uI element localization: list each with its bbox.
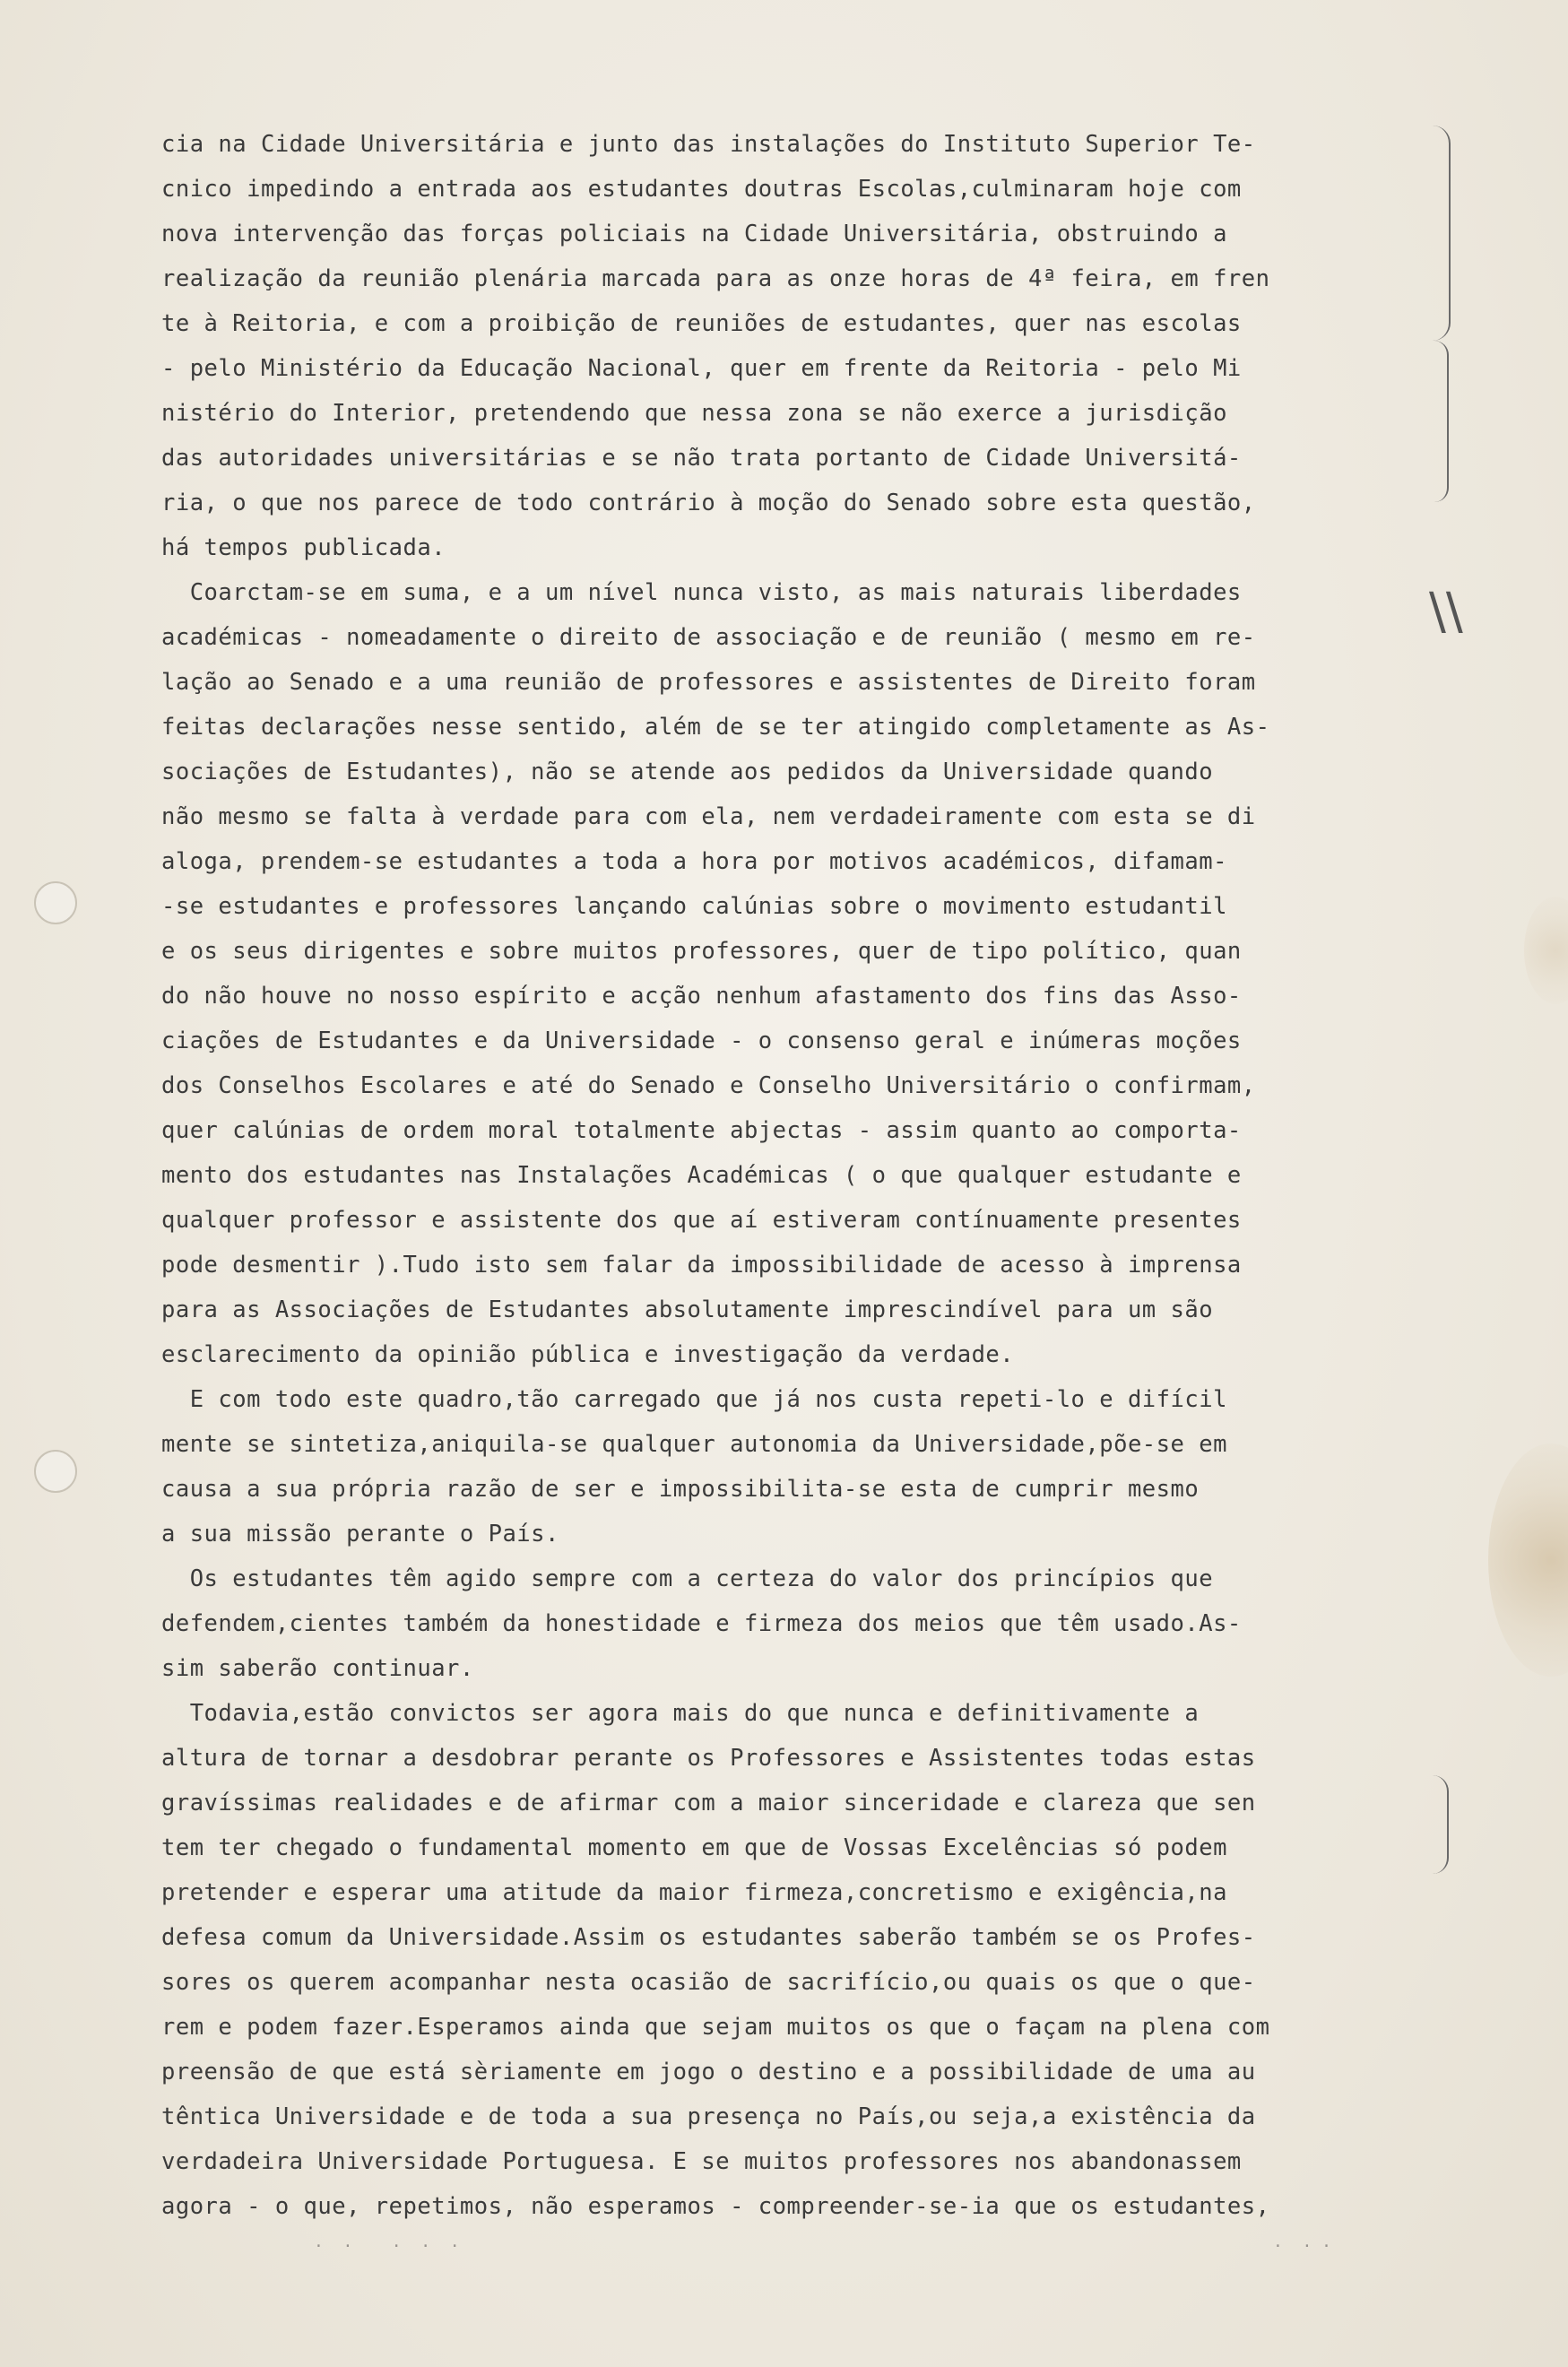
- text-line: pode desmentir ).Tudo isto sem falar da impossibilidade de acesso à imprensa: [161, 1252, 1242, 1279]
- text-line: do não houve no nosso espírito e acção nenhum afastamento dos fins das Asso-: [161, 983, 1242, 1010]
- paragraph: [161, 1377, 1416, 1556]
- text-line: Todavia,estão convictos ser agora mais do que nunca e definitivamente a: [161, 1700, 1200, 1727]
- text-line: E com todo este quadro,tão carregado que já nos custa repeti-lo e difícil: [161, 1386, 1227, 1413]
- text-line: causa a sua própria razão de ser e impossibilita-se esta de cumprir mesmo: [161, 1476, 1200, 1503]
- text-line: lação ao Senado e a uma reunião de professores e assistentes de Direito foram: [161, 669, 1256, 696]
- punch-hole-bottom: [34, 1450, 77, 1493]
- text-line: quer calúnias de ordem moral totalmente abjectas - assim quanto ao comporta-: [161, 1117, 1242, 1144]
- text-line: ria, o que nos parece de todo contrário à moção do Senado sobre esta questão,: [161, 490, 1256, 516]
- text-line: a sua missão perante o País.: [161, 1521, 559, 1548]
- text-line: verdadeira Universidade Portuguesa. E se muitos professores nos abandonassem: [161, 2148, 1242, 2175]
- margin-check-mark: \\: [1429, 583, 1463, 641]
- text-line: pretender e esperar uma atitude da maior firmeza,concretismo e exigência,na: [161, 1879, 1227, 1906]
- margin-bracket: [1434, 341, 1449, 502]
- text-line: altura de tornar a desdobrar perante os Professores e Assistentes todas estas: [161, 1745, 1256, 1772]
- text-line: há tempos publicada.: [161, 534, 446, 561]
- text-line: gravíssimas realidades e de afirmar com a maior sinceridade e clareza que sen: [161, 1790, 1256, 1816]
- text-line: feitas declarações nesse sentido, além de se ter atingido completamente as As-: [161, 714, 1270, 741]
- paragraph: [161, 1556, 1416, 1691]
- paragraph: [161, 1691, 1416, 2229]
- text-line: defendem,cientes também da honestidade e firmeza dos meios que têm usado.As-: [161, 1610, 1242, 1637]
- text-line: mente se sintetiza,aniquila-se qualquer autonomia da Universidade,põe-se em: [161, 1431, 1227, 1458]
- text-line: Coarctam-se em suma, e a um nível nunca visto, as mais naturais liberdades: [161, 579, 1242, 606]
- text-line: esclarecimento da opinião pública e investigação da verdade.: [161, 1341, 1015, 1368]
- text-line: académicas - nomeadamente o direito de associação e de reunião ( mesmo em re-: [161, 624, 1256, 651]
- text-line: cnico impedindo a entrada aos estudantes doutras Escolas,culminaram hoje com: [161, 176, 1242, 203]
- text-line: nova intervenção das forças policiais na Cidade Universitária, obstruindo a: [161, 221, 1227, 247]
- margin-bracket: [1433, 126, 1451, 341]
- document-body: [161, 122, 1416, 2229]
- text-line: te à Reitoria, e com a proibição de reuniões de estudantes, quer nas escolas: [161, 310, 1242, 337]
- text-line: agora - o que, repetimos, não esperamos - compreender-se-ia que os estudantes,: [161, 2193, 1270, 2220]
- text-line: qualquer professor e assistente dos que aí estiveram contínuamente presentes: [161, 1207, 1242, 1234]
- text-line: realização da reunião plenária marcada para as onze horas de 4ª feira, em fren: [161, 265, 1270, 292]
- text-line: aloga, prendem-se estudantes a toda a hora por motivos académicos, difamam-: [161, 848, 1227, 875]
- text-line: tem ter chegado o fundamental momento em que de Vossas Excelências só podem: [161, 1834, 1227, 1861]
- margin-bracket: [1433, 1775, 1449, 1874]
- text-line: das autoridades universitárias e se não trata portanto de Cidade Universitá-: [161, 445, 1242, 472]
- paragraph: [161, 122, 1416, 570]
- text-line: -se estudantes e professores lançando calúnias sobre o movimento estudantil: [161, 893, 1227, 920]
- text-line: - pelo Ministério da Educação Nacional, quer em frente da Reitoria - pelo Mi: [161, 355, 1242, 382]
- faint-marks-bottom-right: · · ·: [1273, 2237, 1332, 2256]
- text-line: preensão de que está sèriamente em jogo o destino e a possibilidade de uma au: [161, 2059, 1256, 2085]
- text-line: rem e podem fazer.Esperamos ainda que sejam muitos os que o façam na plena com: [161, 2014, 1270, 2041]
- text-line: sores os querem acompanhar nesta ocasião de sacrifício,ou quais os que o que-: [161, 1969, 1256, 1996]
- text-line: sociações de Estudantes), não se atende aos pedidos da Universidade quando: [161, 759, 1214, 785]
- text-line: para as Associações de Estudantes absolutamente imprescindível para um são: [161, 1296, 1214, 1323]
- text-line: não mesmo se falta à verdade para com ela, nem verdadeiramente com esta se di: [161, 803, 1256, 830]
- text-line: dos Conselhos Escolares e até do Senado e Conselho Universitário o confirmam,: [161, 1072, 1256, 1099]
- text-line: e os seus dirigentes e sobre muitos professores, quer de tipo político, quan: [161, 938, 1242, 965]
- text-line: têntica Universidade e de toda a sua presença no País,ou seja,a existência da: [161, 2103, 1256, 2130]
- paragraph: [161, 570, 1416, 1377]
- faint-marks-bottom: · · · · ·: [314, 2237, 460, 2256]
- punch-hole-top: [34, 881, 77, 924]
- text-line: nistério do Interior, pretendendo que nessa zona se não exerce a jurisdição: [161, 400, 1227, 427]
- text-line: mento dos estudantes nas Instalações Académicas ( o que qualquer estudante e: [161, 1162, 1242, 1189]
- text-line: sim saberão continuar.: [161, 1655, 474, 1682]
- text-line: Os estudantes têm agido sempre com a certeza do valor dos princípios que: [161, 1565, 1214, 1592]
- text-line: ciações de Estudantes e da Universidade - o consenso geral e inúmeras moções: [161, 1027, 1242, 1054]
- text-line: cia na Cidade Universitária e junto das instalações do Instituto Superior Te-: [161, 131, 1256, 158]
- text-line: defesa comum da Universidade.Assim os estudantes saberão também se os Profes-: [161, 1924, 1256, 1951]
